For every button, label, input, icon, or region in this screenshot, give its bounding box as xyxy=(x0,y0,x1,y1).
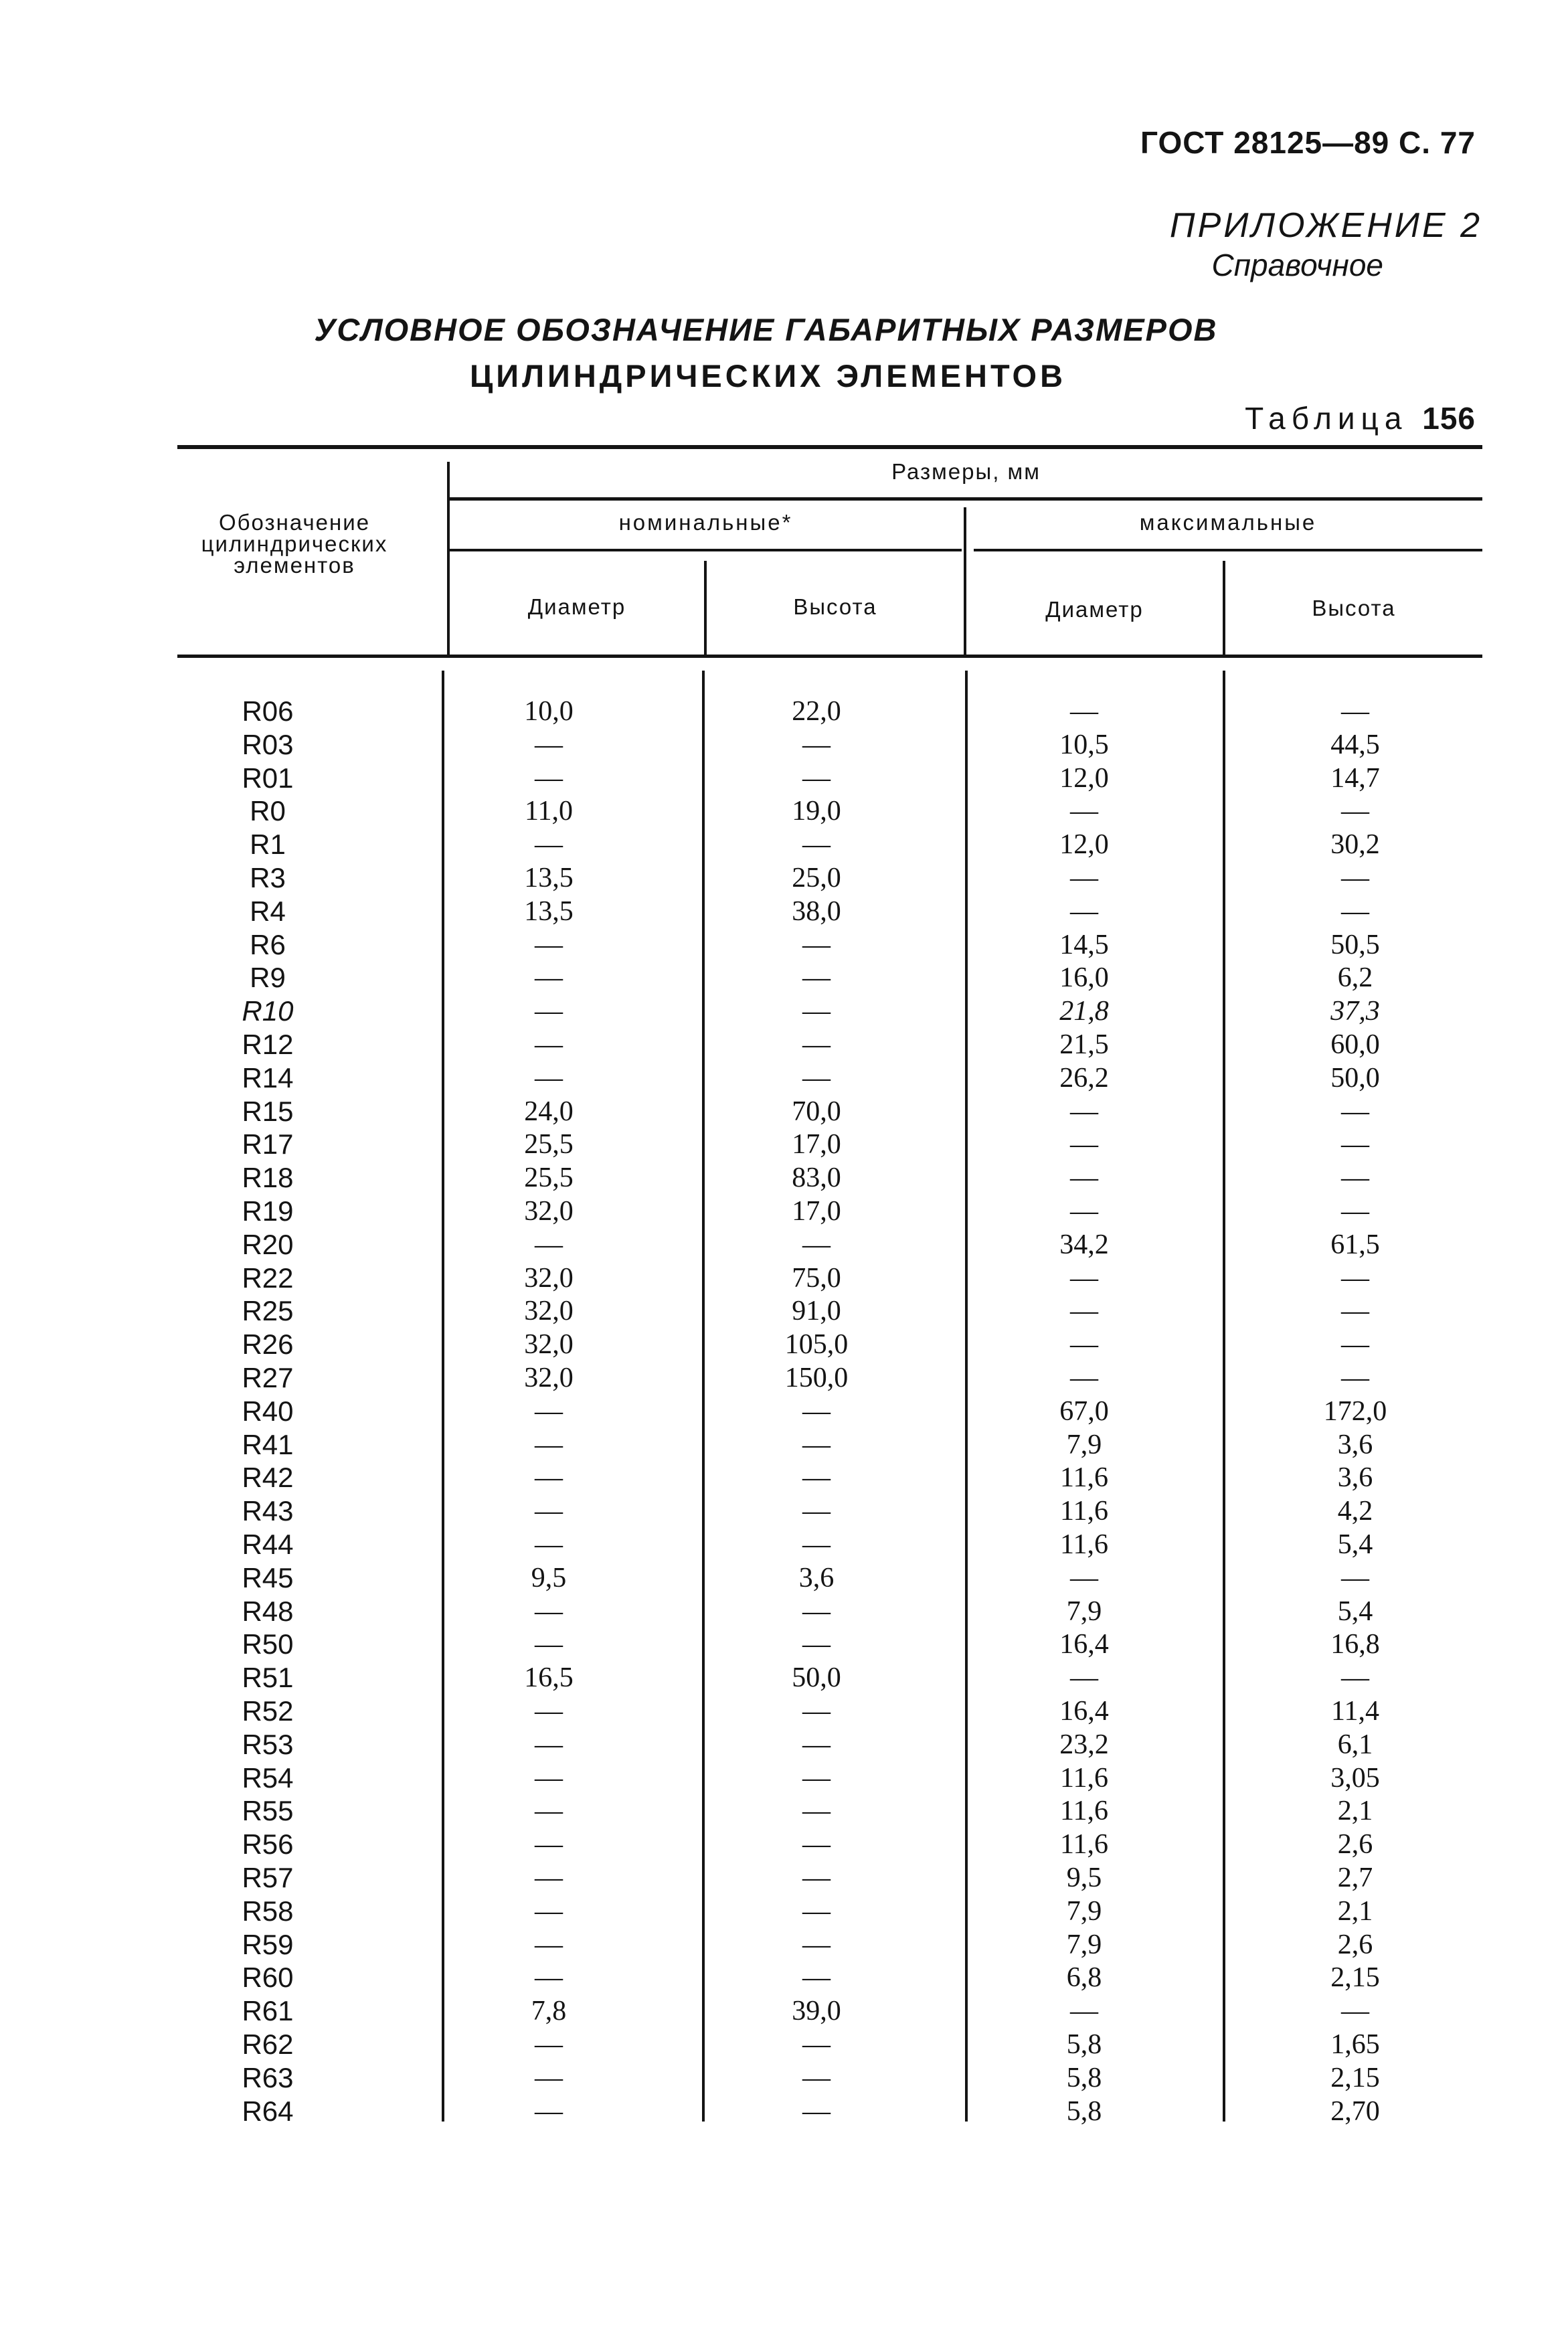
table-row xyxy=(0,1461,1568,1494)
cell-designation: R27 xyxy=(242,1362,294,1393)
cell-nominal-height: — xyxy=(802,996,831,1027)
table-row xyxy=(0,762,1568,795)
cell-max-diameter: 11,6 xyxy=(1060,1496,1108,1527)
cell-designation: R41 xyxy=(242,1429,294,1460)
table-row xyxy=(0,1728,1568,1761)
cell-designation: R9 xyxy=(250,962,286,993)
cell-designation: R64 xyxy=(242,2095,294,2127)
appendix-block xyxy=(1170,205,1482,284)
cell-nominal-diameter: 16,5 xyxy=(524,1662,574,1693)
cell-nominal-height: 39,0 xyxy=(792,1996,841,2026)
cell-max-diameter: 11,6 xyxy=(1060,1796,1108,1826)
cell-max-height: 2,6 xyxy=(1337,1929,1373,1960)
cell-nominal-diameter: 25,5 xyxy=(524,1129,574,1160)
cell-max-diameter: 10,5 xyxy=(1059,729,1109,760)
header-divider-col0 xyxy=(447,462,450,657)
cell-max-height: 61,5 xyxy=(1330,1229,1380,1260)
cell-nominal-diameter: — xyxy=(535,763,563,794)
cell-nominal-diameter: — xyxy=(535,1396,563,1427)
cell-nominal-height: 75,0 xyxy=(792,1263,841,1294)
table-row xyxy=(0,2028,1568,2061)
cell-nominal-diameter: — xyxy=(535,962,563,993)
column-header-designation: Обозначение цилиндрических элементов xyxy=(201,510,388,578)
cell-nominal-diameter: — xyxy=(535,1829,563,1860)
cell-max-height: 50,0 xyxy=(1330,1063,1380,1094)
cell-max-diameter: — xyxy=(1070,1096,1098,1127)
cell-max-diameter: 34,2 xyxy=(1059,1229,1109,1260)
cell-max-diameter: 5,8 xyxy=(1066,2063,1102,2093)
cell-designation: R6 xyxy=(250,929,286,960)
cell-nominal-diameter: — xyxy=(535,1462,563,1493)
cell-nominal-diameter: — xyxy=(535,930,563,960)
cell-nominal-diameter: — xyxy=(535,996,563,1027)
table-label-text: Таблица xyxy=(1245,401,1408,436)
cell-designation: R19 xyxy=(242,1195,294,1227)
cell-nominal-diameter: 13,5 xyxy=(524,896,574,927)
cell-max-diameter: 7,9 xyxy=(1066,1430,1102,1460)
cell-max-height: — xyxy=(1341,696,1369,727)
cell-nominal-height: — xyxy=(802,1396,831,1427)
table-row xyxy=(0,1528,1568,1561)
cell-nominal-diameter: — xyxy=(535,1863,563,1893)
cell-max-height: 2,1 xyxy=(1337,1896,1373,1927)
cell-max-diameter: 16,4 xyxy=(1059,1629,1109,1660)
cell-nominal-height: 91,0 xyxy=(792,1296,841,1326)
cell-designation: R56 xyxy=(242,1828,294,1860)
appendix-subtitle: Справочное xyxy=(1211,248,1383,282)
cell-max-diameter: — xyxy=(1070,1196,1098,1227)
cell-max-diameter: 12,0 xyxy=(1059,763,1109,794)
cell-nominal-diameter: — xyxy=(535,1962,563,1993)
cell-max-height: 6,2 xyxy=(1337,962,1373,993)
cell-nominal-diameter: — xyxy=(535,1896,563,1927)
cell-max-diameter: — xyxy=(1070,1363,1098,1393)
header-divider-groups xyxy=(964,507,966,657)
table-row xyxy=(0,1794,1568,1828)
cell-nominal-diameter: — xyxy=(535,1696,563,1727)
table-row xyxy=(0,1294,1568,1328)
cell-designation: R17 xyxy=(242,1128,294,1160)
cell-designation: R60 xyxy=(242,1962,294,1993)
cell-nominal-height: — xyxy=(802,1763,831,1794)
cell-max-diameter: 16,0 xyxy=(1059,962,1109,993)
cell-nominal-diameter: — xyxy=(535,1430,563,1460)
cell-max-height: 2,15 xyxy=(1330,2063,1380,2093)
cell-designation: R12 xyxy=(242,1029,294,1060)
table-row xyxy=(0,1328,1568,1361)
cell-max-diameter: 14,5 xyxy=(1059,930,1109,960)
cell-nominal-diameter: 13,5 xyxy=(524,863,574,893)
column-header-nominal-diameter: Диаметр xyxy=(527,594,626,619)
cell-max-diameter: 21,8 xyxy=(1059,996,1109,1027)
table-row xyxy=(0,2061,1568,2095)
cell-designation: R61 xyxy=(242,1995,294,2026)
cell-max-diameter: 12,0 xyxy=(1059,829,1109,860)
cell-max-height: 172,0 xyxy=(1323,1396,1387,1427)
table-row xyxy=(0,695,1568,728)
cell-nominal-diameter: 10,0 xyxy=(524,696,574,727)
cell-designation: R55 xyxy=(242,1795,294,1826)
table-row xyxy=(0,1561,1568,1595)
cell-nominal-height: — xyxy=(802,1829,831,1860)
cell-nominal-diameter: 24,0 xyxy=(524,1096,574,1127)
cell-designation: R40 xyxy=(242,1395,294,1427)
cell-max-diameter: 67,0 xyxy=(1059,1396,1109,1427)
cell-max-height: — xyxy=(1341,1329,1369,1360)
cell-max-diameter: — xyxy=(1070,1996,1098,2026)
table-row xyxy=(0,1695,1568,1728)
table-row xyxy=(0,1828,1568,1861)
table-row xyxy=(0,1095,1568,1128)
cell-nominal-diameter: 9,5 xyxy=(531,1563,567,1593)
document-title xyxy=(0,308,1568,400)
cell-max-diameter: 5,8 xyxy=(1066,2096,1102,2127)
cell-max-height: — xyxy=(1341,796,1369,827)
cell-nominal-height: — xyxy=(802,1229,831,1260)
cell-nominal-height: — xyxy=(802,1529,831,1560)
cell-max-diameter: — xyxy=(1070,1129,1098,1160)
cell-designation: R15 xyxy=(242,1096,294,1127)
cell-nominal-height: 17,0 xyxy=(792,1129,841,1160)
cell-nominal-diameter: — xyxy=(535,1063,563,1094)
cell-max-height: 60,0 xyxy=(1330,1029,1380,1060)
cell-max-height: 11,4 xyxy=(1331,1696,1379,1727)
cell-nominal-diameter: 32,0 xyxy=(524,1363,574,1393)
cell-max-diameter: — xyxy=(1070,896,1098,927)
cell-nominal-height: 25,0 xyxy=(792,863,841,893)
cell-max-height: 5,4 xyxy=(1337,1596,1373,1627)
cell-nominal-height: — xyxy=(802,1929,831,1960)
cell-max-diameter: 7,9 xyxy=(1066,1929,1102,1960)
cell-max-height: — xyxy=(1341,1096,1369,1127)
cell-designation: R51 xyxy=(242,1662,294,1693)
table-row xyxy=(0,1161,1568,1195)
cell-max-height: — xyxy=(1341,896,1369,927)
cell-nominal-height: — xyxy=(802,1629,831,1660)
cell-nominal-height: 38,0 xyxy=(792,896,841,927)
cell-designation: R63 xyxy=(242,2062,294,2093)
cell-nominal-height: — xyxy=(802,1796,831,1826)
cell-nominal-diameter: — xyxy=(535,1729,563,1760)
cell-nominal-height: — xyxy=(802,829,831,860)
table-row xyxy=(0,1428,1568,1462)
cell-max-height: — xyxy=(1341,1563,1369,1593)
cell-nominal-height: — xyxy=(802,1962,831,1993)
cell-max-height: 30,2 xyxy=(1330,829,1380,860)
cell-max-height: — xyxy=(1341,1996,1369,2026)
cell-designation: R52 xyxy=(242,1695,294,1727)
cell-nominal-diameter: 11,0 xyxy=(525,796,573,827)
cell-designation: R0 xyxy=(250,795,286,827)
cell-nominal-diameter: — xyxy=(535,1529,563,1560)
cell-max-diameter: — xyxy=(1070,1296,1098,1326)
cell-max-diameter: — xyxy=(1070,1563,1098,1593)
cell-nominal-height: 22,0 xyxy=(792,696,841,727)
cell-nominal-diameter: — xyxy=(535,1796,563,1826)
table-row xyxy=(0,1628,1568,1661)
table-row xyxy=(0,1061,1568,1095)
cell-designation: R43 xyxy=(242,1495,294,1527)
table-row xyxy=(0,728,1568,762)
cell-max-diameter: 11,6 xyxy=(1060,1829,1108,1860)
cell-nominal-height: — xyxy=(802,930,831,960)
cell-max-height: 50,5 xyxy=(1330,930,1380,960)
cell-nominal-height: 150,0 xyxy=(784,1363,849,1393)
cell-nominal-height: — xyxy=(802,1596,831,1627)
cell-designation: R54 xyxy=(242,1762,294,1794)
table-row xyxy=(0,961,1568,995)
cell-nominal-diameter: — xyxy=(535,1229,563,1260)
table-top-rule xyxy=(177,445,1482,449)
cell-max-height: — xyxy=(1341,1363,1369,1393)
cell-nominal-diameter: — xyxy=(535,1929,563,1960)
cell-nominal-height: — xyxy=(802,1063,831,1094)
cell-designation: R48 xyxy=(242,1595,294,1627)
table-row xyxy=(0,1361,1568,1395)
cell-nominal-height: — xyxy=(802,1696,831,1727)
cell-nominal-diameter: — xyxy=(535,2063,563,2093)
cell-nominal-height: — xyxy=(802,962,831,993)
cell-designation: R45 xyxy=(242,1562,294,1593)
cell-max-height: 16,8 xyxy=(1330,1629,1380,1660)
cell-designation: R42 xyxy=(242,1462,294,1493)
cell-nominal-diameter: — xyxy=(535,829,563,860)
header-bottom-rule xyxy=(177,655,1482,658)
cell-designation: R22 xyxy=(242,1262,294,1294)
cell-max-height: — xyxy=(1341,863,1369,893)
cell-max-height: — xyxy=(1341,1662,1369,1693)
cell-max-diameter: — xyxy=(1070,1662,1098,1693)
cell-max-height: 5,4 xyxy=(1337,1529,1373,1560)
cell-nominal-diameter: — xyxy=(535,2096,563,2127)
cell-max-height: 44,5 xyxy=(1330,729,1380,760)
cell-designation: R1 xyxy=(250,829,286,860)
cell-designation: R26 xyxy=(242,1328,294,1360)
cell-nominal-height: — xyxy=(802,729,831,760)
appendix-title: ПРИЛОЖЕНИЕ 2 xyxy=(1169,206,1482,245)
cell-max-diameter: — xyxy=(1070,1162,1098,1193)
cell-max-diameter: 11,6 xyxy=(1060,1763,1108,1794)
cell-nominal-height: — xyxy=(802,2063,831,2093)
cell-max-height: 3,05 xyxy=(1330,1763,1380,1794)
cell-max-height: 6,1 xyxy=(1337,1729,1373,1760)
cell-nominal-height: — xyxy=(802,1863,831,1893)
cell-designation: R4 xyxy=(250,895,286,927)
cell-designation: R3 xyxy=(250,862,286,893)
table-number: 156 xyxy=(1422,401,1476,436)
cell-max-diameter: — xyxy=(1070,1329,1098,1360)
table-row xyxy=(0,1928,1568,1962)
cell-nominal-diameter: — xyxy=(535,729,563,760)
cell-designation: R25 xyxy=(242,1295,294,1326)
cell-designation: R44 xyxy=(242,1529,294,1560)
cell-designation: R03 xyxy=(242,729,294,760)
cell-nominal-diameter: — xyxy=(535,1496,563,1527)
cell-nominal-diameter: — xyxy=(535,1029,563,1060)
header-rule-group xyxy=(450,497,1482,501)
cell-max-diameter: — xyxy=(1070,796,1098,827)
cell-nominal-height: — xyxy=(802,1430,831,1460)
cell-nominal-diameter: — xyxy=(535,1629,563,1660)
cell-nominal-height: 105,0 xyxy=(784,1329,849,1360)
cell-nominal-height: — xyxy=(802,763,831,794)
cell-designation: R62 xyxy=(242,2028,294,2060)
cell-nominal-diameter: 25,5 xyxy=(524,1162,574,1193)
cell-max-diameter: 6,8 xyxy=(1066,1962,1102,1993)
cell-nominal-height: — xyxy=(802,2029,831,2060)
cell-max-height: 2,6 xyxy=(1337,1829,1373,1860)
table-row xyxy=(0,794,1568,828)
cell-max-height: 3,6 xyxy=(1337,1462,1373,1493)
cell-max-diameter: 7,9 xyxy=(1066,1596,1102,1627)
cell-max-diameter: 7,9 xyxy=(1066,1896,1102,1927)
header-rule-max xyxy=(974,549,1482,551)
table-row xyxy=(0,1195,1568,1228)
column-group-header-sizes: Размеры, мм xyxy=(891,459,1041,484)
cell-nominal-height: — xyxy=(802,1029,831,1060)
table-row xyxy=(0,1228,1568,1262)
cell-designation: R58 xyxy=(242,1895,294,1927)
cell-nominal-diameter: 7,8 xyxy=(531,1996,567,2026)
table-row xyxy=(0,995,1568,1028)
table-row xyxy=(0,1761,1568,1795)
cell-max-height: 1,65 xyxy=(1330,2029,1380,2060)
cell-designation: R57 xyxy=(242,1862,294,1893)
cell-designation: R01 xyxy=(242,762,294,794)
cell-designation: R53 xyxy=(242,1729,294,1760)
cell-nominal-height: — xyxy=(802,1729,831,1760)
cell-designation: R06 xyxy=(242,695,294,727)
cell-max-height: — xyxy=(1341,1129,1369,1160)
cell-max-height: 4,2 xyxy=(1337,1496,1373,1527)
table-row xyxy=(0,928,1568,962)
cell-designation: R14 xyxy=(242,1062,294,1094)
column-group-header-nominal: номинальные* xyxy=(618,510,793,535)
cell-max-height: 2,70 xyxy=(1330,2096,1380,2127)
cell-max-diameter: 21,5 xyxy=(1059,1029,1109,1060)
cell-max-height: 2,7 xyxy=(1337,1863,1373,1893)
cell-nominal-height: 17,0 xyxy=(792,1196,841,1227)
table-row xyxy=(0,1494,1568,1528)
table-row xyxy=(0,2095,1568,2128)
table-label xyxy=(1245,400,1476,436)
cell-nominal-height: — xyxy=(802,1896,831,1927)
cell-max-diameter: 11,6 xyxy=(1060,1529,1108,1560)
table-row xyxy=(0,1994,1568,2028)
cell-nominal-diameter: 32,0 xyxy=(524,1196,574,1227)
cell-nominal-diameter: — xyxy=(535,1763,563,1794)
cell-max-height: 2,15 xyxy=(1330,1962,1380,1993)
cell-nominal-height: 83,0 xyxy=(792,1162,841,1193)
cell-designation: R18 xyxy=(242,1162,294,1193)
cell-max-height: — xyxy=(1341,1263,1369,1294)
cell-max-height: 3,6 xyxy=(1337,1430,1373,1460)
cell-nominal-height: — xyxy=(802,1462,831,1493)
cell-nominal-diameter: — xyxy=(535,2029,563,2060)
column-header-max-diameter: Диаметр xyxy=(1045,597,1144,622)
cell-max-height: — xyxy=(1341,1296,1369,1326)
cell-max-height: 2,1 xyxy=(1337,1796,1373,1826)
table-row xyxy=(0,1128,1568,1161)
table-row xyxy=(0,1961,1568,1994)
cell-max-diameter: 9,5 xyxy=(1066,1863,1102,1893)
cell-max-diameter: — xyxy=(1070,696,1098,727)
cell-nominal-height: 19,0 xyxy=(792,796,841,827)
table-row xyxy=(0,1895,1568,1928)
cell-max-height: — xyxy=(1341,1162,1369,1193)
header-rule-nominal xyxy=(450,549,962,551)
cell-nominal-height: — xyxy=(802,2096,831,2127)
cell-max-diameter: — xyxy=(1070,863,1098,893)
cell-max-height: — xyxy=(1341,1196,1369,1227)
cell-nominal-height: — xyxy=(802,1496,831,1527)
cell-designation: R10 xyxy=(242,995,294,1027)
cell-max-diameter: — xyxy=(1070,1263,1098,1294)
cell-nominal-diameter: 32,0 xyxy=(524,1263,574,1294)
column-group-header-max: максимальные xyxy=(1139,510,1317,535)
title-line-1: УСЛОВНОЕ ОБОЗНАЧЕНИЕ ГАБАРИТНЫХ РАЗМЕРОВ xyxy=(314,312,1218,347)
table-row xyxy=(0,1861,1568,1895)
cell-max-diameter: 16,4 xyxy=(1059,1696,1109,1727)
page-reference: ГОСТ 28125—89 С. 77 xyxy=(1140,125,1476,160)
table-row xyxy=(0,1028,1568,1061)
cell-nominal-diameter: 32,0 xyxy=(524,1296,574,1326)
cell-max-height: 14,7 xyxy=(1330,763,1380,794)
cell-max-height: 37,3 xyxy=(1330,996,1380,1027)
table-row xyxy=(0,861,1568,895)
table-row xyxy=(0,828,1568,861)
cell-max-diameter: 11,6 xyxy=(1060,1462,1108,1493)
cell-nominal-height: 70,0 xyxy=(792,1096,841,1127)
cell-designation: R50 xyxy=(242,1628,294,1660)
table-row xyxy=(0,1395,1568,1428)
cell-designation: R20 xyxy=(242,1229,294,1260)
cell-max-diameter: 23,2 xyxy=(1059,1729,1109,1760)
cell-max-diameter: 26,2 xyxy=(1059,1063,1109,1094)
cell-nominal-diameter: 32,0 xyxy=(524,1329,574,1360)
cell-nominal-height: 50,0 xyxy=(792,1662,841,1693)
cell-designation: R59 xyxy=(242,1929,294,1960)
table-row xyxy=(0,1262,1568,1295)
column-header-max-height: Высота xyxy=(1312,596,1396,620)
cell-nominal-height: 3,6 xyxy=(798,1563,835,1593)
cell-nominal-diameter: — xyxy=(535,1596,563,1627)
column-header-nominal-height: Высота xyxy=(793,594,877,619)
table-row xyxy=(0,895,1568,928)
table-row xyxy=(0,1661,1568,1695)
title-line-2: ЦИЛИНДРИЧЕСКИХ ЭЛЕМЕНТОВ xyxy=(469,358,1067,394)
cell-max-diameter: 5,8 xyxy=(1066,2029,1102,2060)
table-row xyxy=(0,1595,1568,1628)
